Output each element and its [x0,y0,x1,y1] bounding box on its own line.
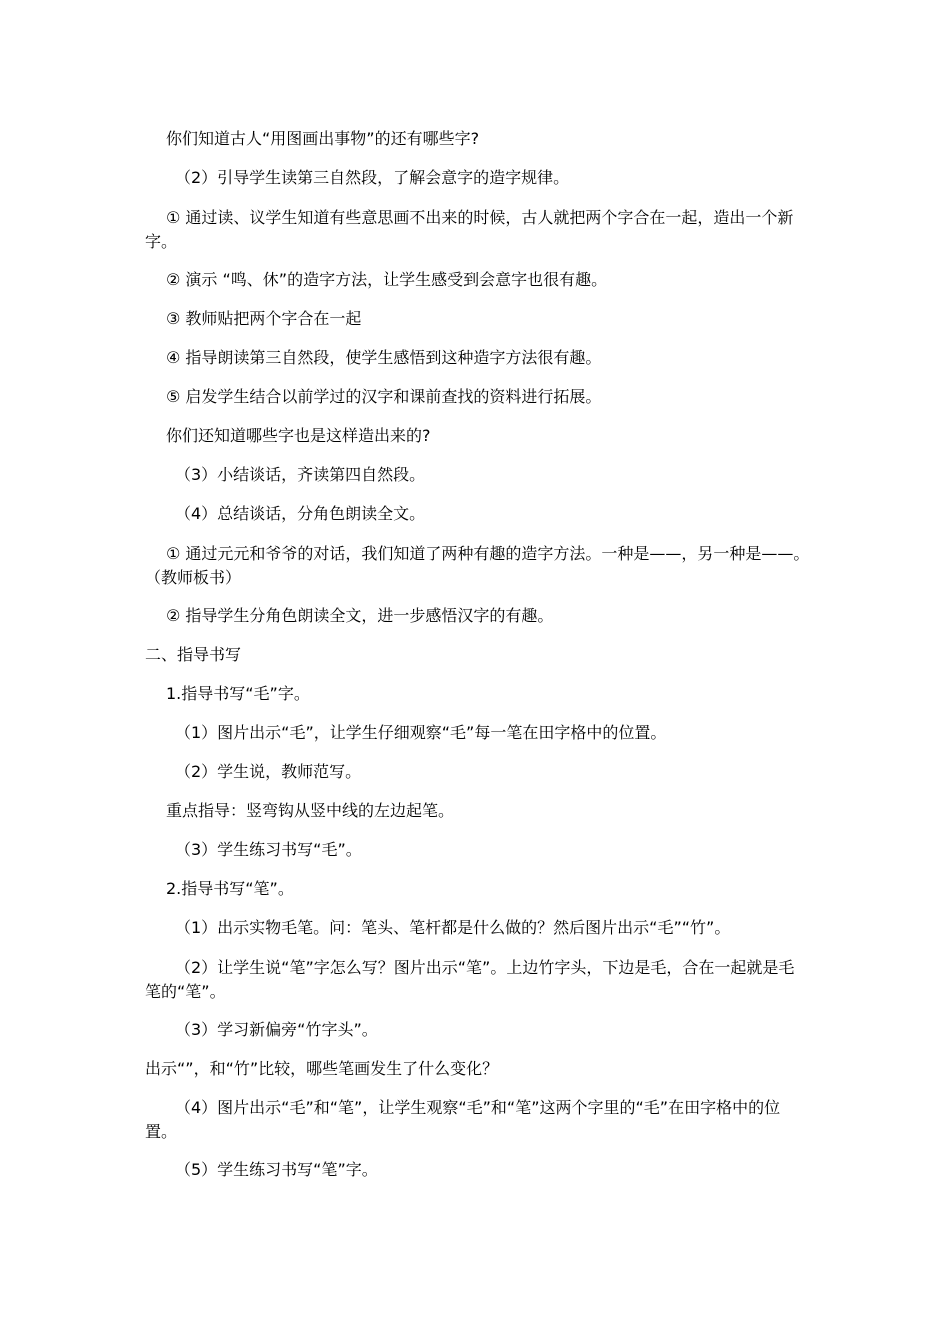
paragraph: ① 通过元元和爷爷的对话，我们知道了两种有趣的造字方法。一种是——，另一种是——。（教师板书） [145,544,810,587]
paragraph: ① 通过读、议学生知道有些意思画不出来的时候，古人就把两个字合在一起，造出一个新字。 [145,208,794,251]
paragraph: 你们还知道哪些字也是这样造出来的? [166,426,431,445]
paragraph: ④ 指导朗读第三自然段，使学生感悟到这种造字方法很有趣。 [166,348,602,367]
paragraph: （3）学习新偏旁“竹字头”。 [175,1020,378,1039]
paragraph: （1）出示实物毛笔。问：笔头、笔杆都是什么做的？然后图片出示“毛”“竹”。 [175,918,731,937]
paragraph: ③ 教师贴把两个字合在一起 [166,309,362,328]
paragraph: （4）总结谈话，分角色朗读全文。 [175,504,426,523]
paragraph: 你们知道古人“用图画出事物”的还有哪些字? [166,129,480,148]
paragraph: ② 演示 “鸣、休”的造字方法，让学生感受到会意字也很有趣。 [166,270,608,289]
paragraph: 1.指导书写“毛”字。 [166,684,310,703]
paragraph: （3）学生练习书写“毛”。 [175,840,362,859]
paragraph: 出示“”，和“竹”比较，哪些笔画发生了什么变化？ [145,1059,499,1078]
section-heading: 二、指导书写 [145,645,242,664]
paragraph: （5）学生练习书写“笔”字。 [175,1160,378,1179]
paragraph: （1）图片出示“毛”，让学生仔细观察“毛”每一笔在田字格中的位置。 [175,723,667,742]
paragraph: 重点指导：竖弯钩从竖中线的左边起笔。 [166,801,455,820]
paragraph: 2.指导书写“笔”。 [166,879,294,898]
paragraph: （2）让学生说“笔”字怎么写？图片出示“笔”。上边竹字头，下边是毛，合在一起就是毛笔的“笔”。 [145,958,795,1001]
paragraph: （4）图片出示“毛”和“笔”，让学生观察“毛”和“笔”这两个字里的“毛”在田字格中的位置。 [145,1098,781,1141]
paragraph: ② 指导学生分角色朗读全文，进一步感悟汉字的有趣。 [166,606,554,625]
paragraph: （2）学生说，教师范写。 [175,762,362,781]
paragraph: （3）小结谈话，齐读第四自然段。 [175,465,426,484]
paragraph: （2）引导学生读第三自然段，了解会意字的造字规律。 [175,168,570,187]
paragraph: ⑤ 启发学生结合以前学过的汉字和课前查找的资料进行拓展。 [166,387,602,406]
